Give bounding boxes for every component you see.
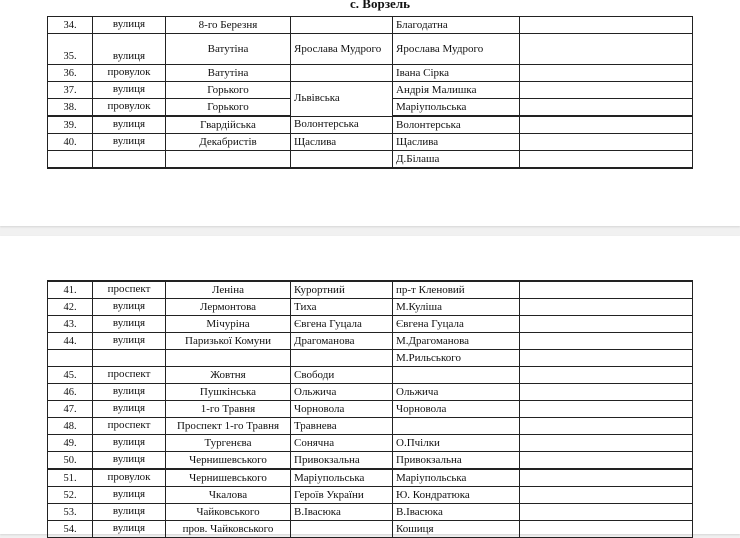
proposed-name-2: М.Куліша: [393, 299, 520, 316]
proposed-name-1: [291, 17, 393, 34]
proposed-name-2: Волонтерська: [393, 116, 520, 134]
row-number: [48, 151, 93, 169]
old-name: Декабристів: [166, 134, 291, 151]
proposed-name-3: [520, 99, 693, 117]
proposed-name-1: Героїв України: [291, 487, 393, 504]
proposed-name-1: В.Івасюка: [291, 504, 393, 521]
proposed-name-3: [520, 504, 693, 521]
street-type: [93, 151, 166, 169]
row-number: 34.: [48, 17, 93, 34]
document-page-2: [0, 236, 740, 534]
street-type: проспект: [93, 418, 166, 435]
row-number: 46.: [48, 384, 93, 401]
street-type: вулиця: [93, 384, 166, 401]
proposed-name-1: [291, 350, 393, 367]
street-type: вулиця: [93, 487, 166, 504]
proposed-name-1: Волонтерська: [291, 116, 393, 134]
proposed-name-2: [393, 367, 520, 384]
old-name: 1-го Травня: [166, 401, 291, 418]
proposed-name-1: Ольжича: [291, 384, 393, 401]
proposed-name-1: Чорновола: [291, 401, 393, 418]
street-type: вулиця: [93, 333, 166, 350]
proposed-name-1: Євгена Гуцала: [291, 316, 393, 333]
proposed-name-3: [520, 316, 693, 333]
table-row: [48, 151, 693, 169]
street-type: вулиця: [93, 504, 166, 521]
proposed-name-3: [520, 281, 693, 299]
street-type: вулиця: [93, 34, 166, 65]
proposed-name-3: [520, 82, 693, 99]
table-row: [48, 418, 693, 435]
old-name: Чайковського: [166, 504, 291, 521]
proposed-name-1: Щаслива: [291, 134, 393, 151]
table-row: [48, 299, 693, 316]
row-number: 54.: [48, 521, 93, 538]
proposed-name-1: Маріупольська: [291, 469, 393, 487]
street-type: вулиця: [93, 521, 166, 538]
street-type: вулиця: [93, 299, 166, 316]
proposed-name-1: [291, 151, 393, 169]
proposed-name-3: [520, 151, 693, 169]
row-number: 35.: [48, 34, 93, 65]
old-name: 8-го Березня: [166, 17, 291, 34]
old-name: [166, 151, 291, 169]
street-type: [93, 350, 166, 367]
proposed-name-1: Курортний: [291, 281, 393, 299]
old-name: Ватутіна: [166, 34, 291, 65]
old-name: Горького: [166, 99, 291, 117]
table-row: [48, 401, 693, 418]
proposed-name-3: [520, 134, 693, 151]
table-row: [48, 452, 693, 470]
old-name: Жовтня: [166, 367, 291, 384]
proposed-name-2: М.Рильського: [393, 350, 520, 367]
proposed-name-2: Ярослава Мудрого: [393, 34, 520, 65]
old-name: Чкалова: [166, 487, 291, 504]
table-row: [48, 487, 693, 504]
row-number: 45.: [48, 367, 93, 384]
proposed-name-2: Чорновола: [393, 401, 520, 418]
proposed-name-3: [520, 333, 693, 350]
table-row: [48, 333, 693, 350]
proposed-name-2: [393, 418, 520, 435]
table-row: [48, 469, 693, 487]
proposed-name-3: [520, 34, 693, 65]
proposed-name-3: [520, 367, 693, 384]
proposed-name-1: Сонячна: [291, 435, 393, 452]
old-name: Лермонтова: [166, 299, 291, 316]
old-name: Пушкінська: [166, 384, 291, 401]
table-row: [48, 34, 693, 65]
old-name: Ватутіна: [166, 65, 291, 82]
old-name: Леніна: [166, 281, 291, 299]
row-number: 41.: [48, 281, 93, 299]
proposed-name-3: [520, 350, 693, 367]
proposed-name-2: Маріупольська: [393, 469, 520, 487]
row-number: 38.: [48, 99, 93, 117]
row-number: 39.: [48, 116, 93, 134]
row-number: 36.: [48, 65, 93, 82]
row-number: 51.: [48, 469, 93, 487]
document-page-1: [0, 0, 740, 226]
proposed-name-2: Маріупольська: [393, 99, 520, 117]
proposed-name-3: [520, 469, 693, 487]
proposed-name-1: Травнева: [291, 418, 393, 435]
proposed-name-3: [520, 521, 693, 538]
proposed-name-3: [520, 384, 693, 401]
street-type: вулиця: [93, 17, 166, 34]
street-type: вулиця: [93, 316, 166, 333]
row-number: 37.: [48, 82, 93, 99]
table-row: [48, 350, 693, 367]
table-row: [48, 82, 693, 99]
row-number: 43.: [48, 316, 93, 333]
proposed-name-2: Д.Білаша: [393, 151, 520, 169]
street-type: провулок: [93, 469, 166, 487]
old-name: Чернишевського: [166, 452, 291, 470]
proposed-name-2: Андрія Малишка: [393, 82, 520, 99]
proposed-name-1: [291, 65, 393, 82]
old-name: Паризької Комуни: [166, 333, 291, 350]
table-row: [48, 281, 693, 299]
street-type: провулок: [93, 65, 166, 82]
row-number: 42.: [48, 299, 93, 316]
proposed-name-2: В.Івасюка: [393, 504, 520, 521]
proposed-name-2: Івана Сірка: [393, 65, 520, 82]
street-type: вулиця: [93, 452, 166, 470]
proposed-name-1: Драгоманова: [291, 333, 393, 350]
table-row: [48, 384, 693, 401]
table-row: [48, 17, 693, 34]
proposed-name-2: пр-т Кленовий: [393, 281, 520, 299]
table-row: [48, 316, 693, 333]
table-row: [48, 65, 693, 82]
proposed-name-3: [520, 487, 693, 504]
street-type: вулиця: [93, 435, 166, 452]
proposed-name-3: [520, 418, 693, 435]
proposed-name-2: О.Пчілки: [393, 435, 520, 452]
proposed-name-2: Благодатна: [393, 17, 520, 34]
row-number: 53.: [48, 504, 93, 521]
proposed-name-1: Ярослава Мудрого: [291, 34, 393, 65]
street-type: проспект: [93, 367, 166, 384]
proposed-name-3: [520, 17, 693, 34]
table-row: [48, 435, 693, 452]
streets-table-1: [47, 16, 693, 169]
proposed-name-3: [520, 401, 693, 418]
old-name: Чернишевського: [166, 469, 291, 487]
table-row: [48, 367, 693, 384]
old-name: Мічуріна: [166, 316, 291, 333]
street-type: вулиця: [93, 134, 166, 151]
proposed-name-3: [520, 299, 693, 316]
old-name: [166, 350, 291, 367]
old-name: пров. Чайковського: [166, 521, 291, 538]
proposed-name-1: Свободи: [291, 367, 393, 384]
street-type: вулиця: [93, 401, 166, 418]
row-number: 47.: [48, 401, 93, 418]
proposed-name-2: М.Драгоманова: [393, 333, 520, 350]
proposed-name-1: Привокзальна: [291, 452, 393, 470]
proposed-name-3: [520, 116, 693, 134]
proposed-name-2: Ольжича: [393, 384, 520, 401]
proposed-name-3: [520, 65, 693, 82]
street-type: вулиця: [93, 116, 166, 134]
street-type: провулок: [93, 99, 166, 117]
proposed-name-2: Щаслива: [393, 134, 520, 151]
village-heading: с. Ворзель: [350, 0, 410, 11]
table-row: [48, 521, 693, 538]
table-row: [48, 134, 693, 151]
proposed-name-3: [520, 452, 693, 470]
proposed-name-3: [520, 435, 693, 452]
old-name: Гвардійська: [166, 116, 291, 134]
old-name: Проспект 1-го Травня: [166, 418, 291, 435]
proposed-name-1: [291, 521, 393, 538]
row-number: 49.: [48, 435, 93, 452]
row-number: 40.: [48, 134, 93, 151]
row-number: 44.: [48, 333, 93, 350]
old-name: Тургенєва: [166, 435, 291, 452]
proposed-name-1: Тиха: [291, 299, 393, 316]
table-row: [48, 116, 693, 134]
streets-table-2: [47, 280, 693, 538]
row-number: 48.: [48, 418, 93, 435]
row-number: [48, 350, 93, 367]
proposed-name-2: Євгена Гуцала: [393, 316, 520, 333]
street-type: проспект: [93, 281, 166, 299]
table-row: [48, 504, 693, 521]
street-type: вулиця: [93, 82, 166, 99]
proposed-name-2: Ю. Кондратюка: [393, 487, 520, 504]
proposed-name-1: Львівська: [291, 82, 393, 117]
old-name: Горького: [166, 82, 291, 99]
row-number: 52.: [48, 487, 93, 504]
row-number: 50.: [48, 452, 93, 470]
proposed-name-2: Кошиця: [393, 521, 520, 538]
proposed-name-2: Привокзальна: [393, 452, 520, 470]
